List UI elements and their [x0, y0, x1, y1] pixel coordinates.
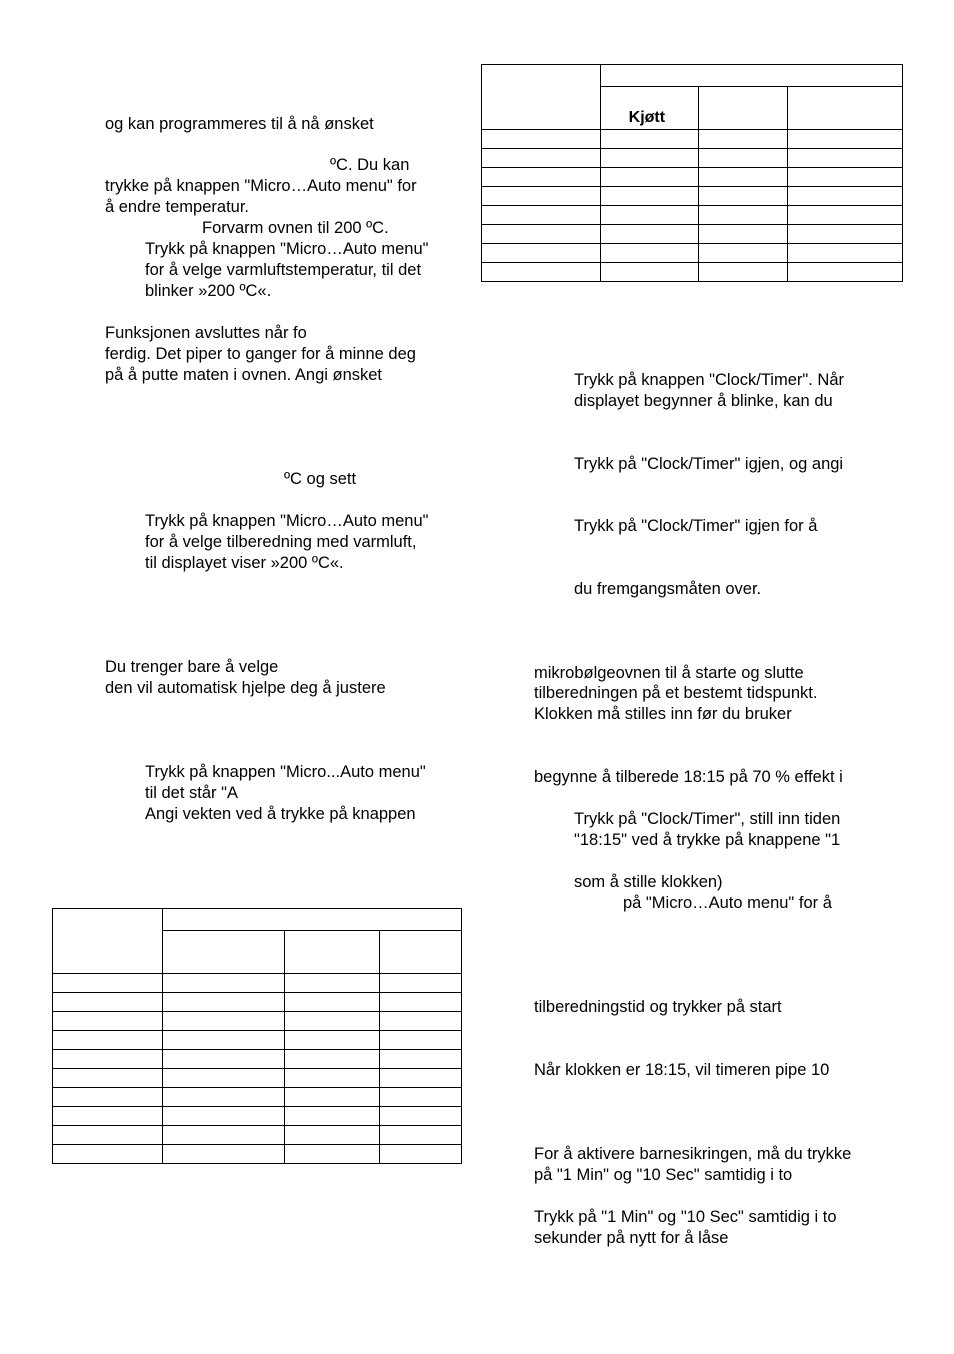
table-cell	[380, 1145, 462, 1164]
top-table	[481, 64, 903, 282]
left-line: ºC. Du kan	[330, 156, 410, 174]
right-line: på "1 Min" og "10 Sec" samtidig i to	[534, 1166, 793, 1184]
table-cell	[380, 974, 462, 993]
table-cell	[482, 65, 601, 130]
table-cell	[285, 1126, 380, 1145]
table-cell	[53, 1050, 163, 1069]
right-line: sekunder på nytt for å låse	[534, 1229, 729, 1247]
table-header-cell	[600, 87, 698, 130]
table-cell	[380, 931, 462, 974]
table-cell	[788, 168, 903, 187]
left-line: ferdig. Det piper to ganger for å minne deg	[105, 345, 416, 363]
right-line: Når klokken er 18:15, vil timeren pipe 10	[534, 1061, 830, 1079]
right-line: som å stille klokken)	[574, 873, 723, 891]
table-cell	[53, 1069, 163, 1088]
right-line: For å aktivere barnesikringen, må du trykke	[534, 1145, 852, 1163]
left-line: ºC og sett	[284, 470, 357, 488]
left-line: å endre temperatur.	[105, 198, 250, 216]
left-line: for å velge varmluftstemperatur, til det	[145, 261, 422, 279]
table-cell	[285, 974, 380, 993]
table-cell	[53, 1088, 163, 1107]
table-cell	[162, 974, 285, 993]
table-cell	[600, 130, 698, 149]
table-cell	[162, 1012, 285, 1031]
table-cell	[788, 149, 903, 168]
left-line: den vil automatisk hjelpe deg å justere	[105, 679, 386, 697]
left-line: til det står "A	[145, 784, 238, 802]
table-cell	[788, 225, 903, 244]
table-cell	[285, 1107, 380, 1126]
left-line: til displayet viser »200 ºC«.	[145, 554, 344, 572]
table-cell	[380, 1012, 462, 1031]
right-line: på "Micro…Auto menu" for å	[623, 894, 832, 912]
right-line: Trykk på "Clock/Timer" igjen, og angi	[574, 455, 844, 473]
table-cell	[698, 130, 788, 149]
right-line: tilberedningen på et bestemt tidspunkt.	[534, 684, 818, 702]
table-cell	[788, 87, 903, 130]
table-cell	[698, 263, 788, 282]
table-cell	[53, 1126, 163, 1145]
table-cell	[482, 130, 601, 149]
table-cell	[162, 909, 461, 931]
table-cell	[482, 187, 601, 206]
table-cell	[482, 263, 601, 282]
table-cell	[53, 1012, 163, 1031]
left-line: for å velge tilberedning med varmluft,	[145, 533, 417, 551]
table-cell	[380, 993, 462, 1012]
right-line: Trykk på knappen "Clock/Timer". Når	[574, 371, 844, 389]
table-cell	[285, 1145, 380, 1164]
table-cell	[600, 225, 698, 244]
right-line: tilberedningstid og trykker på start	[534, 998, 782, 1016]
table-cell	[788, 263, 903, 282]
table-cell	[285, 993, 380, 1012]
right-line: Trykk på "1 Min" og "10 Sec" samtidig i to	[534, 1208, 837, 1226]
table-cell	[380, 1107, 462, 1126]
table-cell	[162, 1107, 285, 1126]
table-cell	[698, 244, 788, 263]
table-cell	[162, 1069, 285, 1088]
table-cell	[788, 206, 903, 225]
table-cell	[380, 1050, 462, 1069]
table-cell	[482, 206, 601, 225]
table-cell	[285, 1069, 380, 1088]
table-cell	[53, 974, 163, 993]
table-cell	[162, 1050, 285, 1069]
table-cell	[482, 244, 601, 263]
table-cell	[53, 993, 163, 1012]
left-line: Forvarm ovnen til 200 ºC.	[202, 219, 389, 237]
right-line: mikrobølgeovnen til å starte og slutte	[534, 664, 804, 682]
left-line: Trykk på knappen "Micro…Auto menu"	[145, 240, 429, 258]
table-cell	[482, 149, 601, 168]
header-label-meat: Kjøtt	[628, 109, 666, 126]
left-line: Angi vekten ved å trykke på knappen	[145, 805, 416, 823]
table-cell	[600, 168, 698, 187]
table-cell	[380, 1031, 462, 1050]
table-cell	[698, 187, 788, 206]
table-cell	[482, 225, 601, 244]
table-cell	[285, 1050, 380, 1069]
table-cell	[698, 87, 788, 130]
left-line: Trykk på knappen "Micro…Auto menu"	[145, 512, 429, 530]
table-cell	[285, 1031, 380, 1050]
table-cell	[482, 168, 601, 187]
right-line: Klokken må stilles inn før du bruker	[534, 705, 792, 723]
left-line: Trykk på knappen "Micro...Auto menu"	[145, 763, 426, 781]
right-line: Trykk på "Clock/Timer", still inn tiden	[574, 810, 841, 828]
table-cell	[162, 1126, 285, 1145]
table-cell	[380, 1088, 462, 1107]
left-line: Du trenger bare å velge	[105, 658, 279, 676]
table-cell	[698, 168, 788, 187]
table-cell	[600, 187, 698, 206]
table-cell	[53, 909, 163, 974]
table-cell	[600, 263, 698, 282]
table-cell	[285, 1088, 380, 1107]
table-cell	[285, 1012, 380, 1031]
table-cell	[285, 931, 380, 974]
table-cell	[698, 149, 788, 168]
table-cell	[162, 931, 285, 974]
left-line: trykke på knappen "Micro…Auto menu" for	[105, 177, 417, 195]
table-cell	[380, 1069, 462, 1088]
table-cell	[53, 1145, 163, 1164]
right-line: displayet begynner å blinke, kan du	[574, 392, 833, 410]
left-line: blinker »200 ºC«.	[145, 282, 272, 300]
left-line: og kan programmeres til å nå ønsket	[105, 115, 374, 133]
table-cell	[698, 206, 788, 225]
table-cell	[600, 149, 698, 168]
table-cell	[162, 1145, 285, 1164]
table-cell	[53, 1107, 163, 1126]
table-cell	[698, 225, 788, 244]
table-cell	[600, 65, 902, 87]
table-cell	[380, 1126, 462, 1145]
bottom-table	[52, 908, 462, 1164]
right-line: "18:15" ved å trykke på knappene "1	[574, 831, 841, 849]
table-cell	[600, 206, 698, 225]
table-cell	[788, 244, 903, 263]
right-line: du fremgangsmåten over.	[574, 580, 762, 598]
left-line: Funksjonen avsluttes når fo	[105, 324, 307, 342]
table-cell	[162, 1088, 285, 1107]
table-cell	[53, 1031, 163, 1050]
table-cell	[162, 993, 285, 1012]
table-cell	[788, 130, 903, 149]
table-cell	[788, 187, 903, 206]
right-line: Trykk på "Clock/Timer" igjen for å	[574, 517, 818, 535]
left-line: på å putte maten i ovnen. Angi ønsket	[105, 366, 383, 384]
table-cell	[162, 1031, 285, 1050]
right-line: begynne å tilberede 18:15 på 70 % effekt i	[534, 768, 843, 786]
table-cell	[600, 244, 698, 263]
